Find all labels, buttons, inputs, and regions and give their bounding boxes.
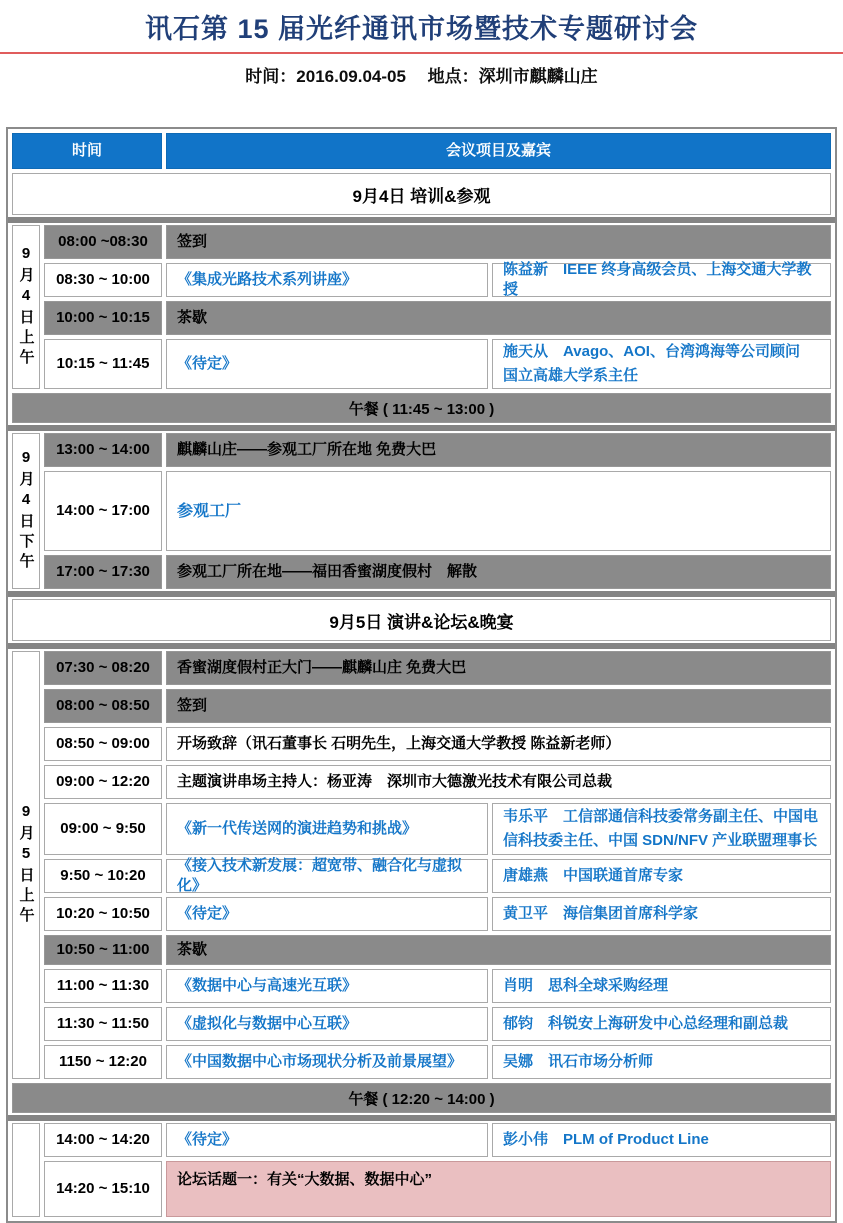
guest-cell: 肖明 思科全球采购经理 <box>492 969 831 1003</box>
section-title-day1: 9月4日 培训&参观 <box>12 173 831 215</box>
spacer <box>8 643 835 649</box>
day-label <box>12 651 40 1079</box>
item-cell: 麒麟山庄——参观工厂所在地 免费大巴 <box>166 433 831 467</box>
page-subtitle: 时间：2016.09.04-05 地点：深圳市麒麟山庄 <box>245 67 598 87</box>
guest-line-1: 施天从 Avago、AOI、台湾鸿海等公司顾问 <box>503 343 800 361</box>
spacer <box>8 217 835 223</box>
day1-afternoon-group <box>12 433 831 589</box>
time-cell: 13:00 ~ 14:00 <box>44 433 162 467</box>
time-cell: 08:30 ~ 10:00 <box>44 263 162 297</box>
item-cell: 开场致辞（讯石董事长 石明先生，上海交通大学教授 陈益新老师） <box>166 727 831 761</box>
title-divider <box>0 52 843 54</box>
guest-cell: 吴娜 讯石市场分析师 <box>492 1045 831 1079</box>
time-cell: 07:30 ~ 08:20 <box>44 651 162 685</box>
lunch-row-day1: 午餐 ( 11:45 ~ 13:00 ) <box>12 393 831 423</box>
time-cell: 9:50 ~ 10:20 <box>44 859 162 893</box>
page-title: 讯石第 15 届光纤通讯市场暨技术专题研讨会 <box>144 14 699 44</box>
day2-afternoon-group <box>12 1123 831 1217</box>
guest-cell <box>492 339 831 389</box>
time-cell: 08:00 ~08:30 <box>44 225 162 259</box>
item-cell: 《待定》 <box>166 339 488 389</box>
time-cell: 10:50 ~ 11:00 <box>44 935 162 965</box>
item-cell: 香蜜湖度假村正大门——麒麟山庄 免费大巴 <box>166 651 831 685</box>
spacer <box>8 591 835 597</box>
day-label-text: 9月4日上午 <box>17 245 35 370</box>
guest-cell: 唐雄燕 中国联通首席专家 <box>492 859 831 893</box>
time-cell: 10:15 ~ 11:45 <box>44 339 162 389</box>
item-cell: 论坛话题一：有关“大数据、数据中心” <box>166 1161 831 1217</box>
time-cell: 10:20 ~ 10:50 <box>44 897 162 931</box>
time-cell: 08:50 ~ 09:00 <box>44 727 162 761</box>
item-cell: 参观工厂所在地——福田香蜜湖度假村 解散 <box>166 555 831 589</box>
item-cell: 《接入技术新发展：超宽带、融合化与虚拟化》 <box>166 859 488 893</box>
item-cell: 主题演讲串场主持人：杨亚涛 深圳市大德激光技术有限公司总裁 <box>166 765 831 799</box>
time-cell: 17:00 ~ 17:30 <box>44 555 162 589</box>
item-cell: 《集成光路技术系列讲座》 <box>166 263 488 297</box>
column-header-time: 时间 <box>12 133 162 169</box>
time-cell: 11:30 ~ 11:50 <box>44 1007 162 1041</box>
guest-cell: 郁钧 科锐安上海研发中心总经理和副总裁 <box>492 1007 831 1041</box>
time-cell: 09:00 ~ 9:50 <box>44 803 162 855</box>
day1-morning-group <box>12 225 831 389</box>
table-header-row <box>12 133 831 169</box>
time-cell: 09:00 ~ 12:20 <box>44 765 162 799</box>
item-cell: 《待定》 <box>166 897 488 931</box>
time-cell: 14:00 ~ 14:20 <box>44 1123 162 1157</box>
time-cell: 1150 ~ 12:20 <box>44 1045 162 1079</box>
day-label-text: 9月5日上午 <box>17 803 35 928</box>
column-header-program: 会议项目及嘉宾 <box>166 133 831 169</box>
time-cell: 14:20 ~ 15:10 <box>44 1161 162 1217</box>
spacer <box>8 425 835 431</box>
day-label-text: 9月4日下午 <box>17 449 35 574</box>
time-cell: 10:00 ~ 10:15 <box>44 301 162 335</box>
item-cell: 《数据中心与高速光互联》 <box>166 969 488 1003</box>
item-cell: 签到 <box>166 689 831 723</box>
item-cell: 《新一代传送网的演进趋势和挑战》 <box>166 803 488 855</box>
item-cell: 《虚拟化与数据中心互联》 <box>166 1007 488 1041</box>
day-label <box>12 433 40 589</box>
guest-cell: 陈益新 IEEE 终身高级会员、上海交通大学教授 <box>492 263 831 297</box>
guest-cell: 韦乐平 工信部通信科技委常务副主任、中国电信科技委主任、中国 SDN/NFV 产业联盟理事长 <box>492 803 831 855</box>
lunch-row-day2: 午餐 ( 12:20 ~ 14:00 ) <box>12 1083 831 1113</box>
day2-morning-group <box>12 651 831 1079</box>
item-cell: 茶歇 <box>166 935 831 965</box>
time-cell: 08:00 ~ 08:50 <box>44 689 162 723</box>
day-label <box>12 1123 40 1217</box>
time-cell: 11:00 ~ 11:30 <box>44 969 162 1003</box>
guest-line-2: 国立高雄大学系主任 <box>503 367 639 385</box>
item-cell: 签到 <box>166 225 831 259</box>
item-cell: 茶歇 <box>166 301 831 335</box>
section-title-day2: 9月5日 演讲&论坛&晚宴 <box>12 599 831 641</box>
guest-cell: 黄卫平 海信集团首席科学家 <box>492 897 831 931</box>
guest-cell: 彭小伟 PLM of Product Line <box>492 1123 831 1157</box>
time-cell: 14:00 ~ 17:00 <box>44 471 162 551</box>
item-cell: 参观工厂 <box>166 471 831 551</box>
spacer <box>8 1115 835 1121</box>
item-cell: 《待定》 <box>166 1123 488 1157</box>
item-cell: 《中国数据中心市场现状分析及前景展望》 <box>166 1045 488 1079</box>
day-label <box>12 225 40 389</box>
schedule-table <box>6 127 837 1223</box>
